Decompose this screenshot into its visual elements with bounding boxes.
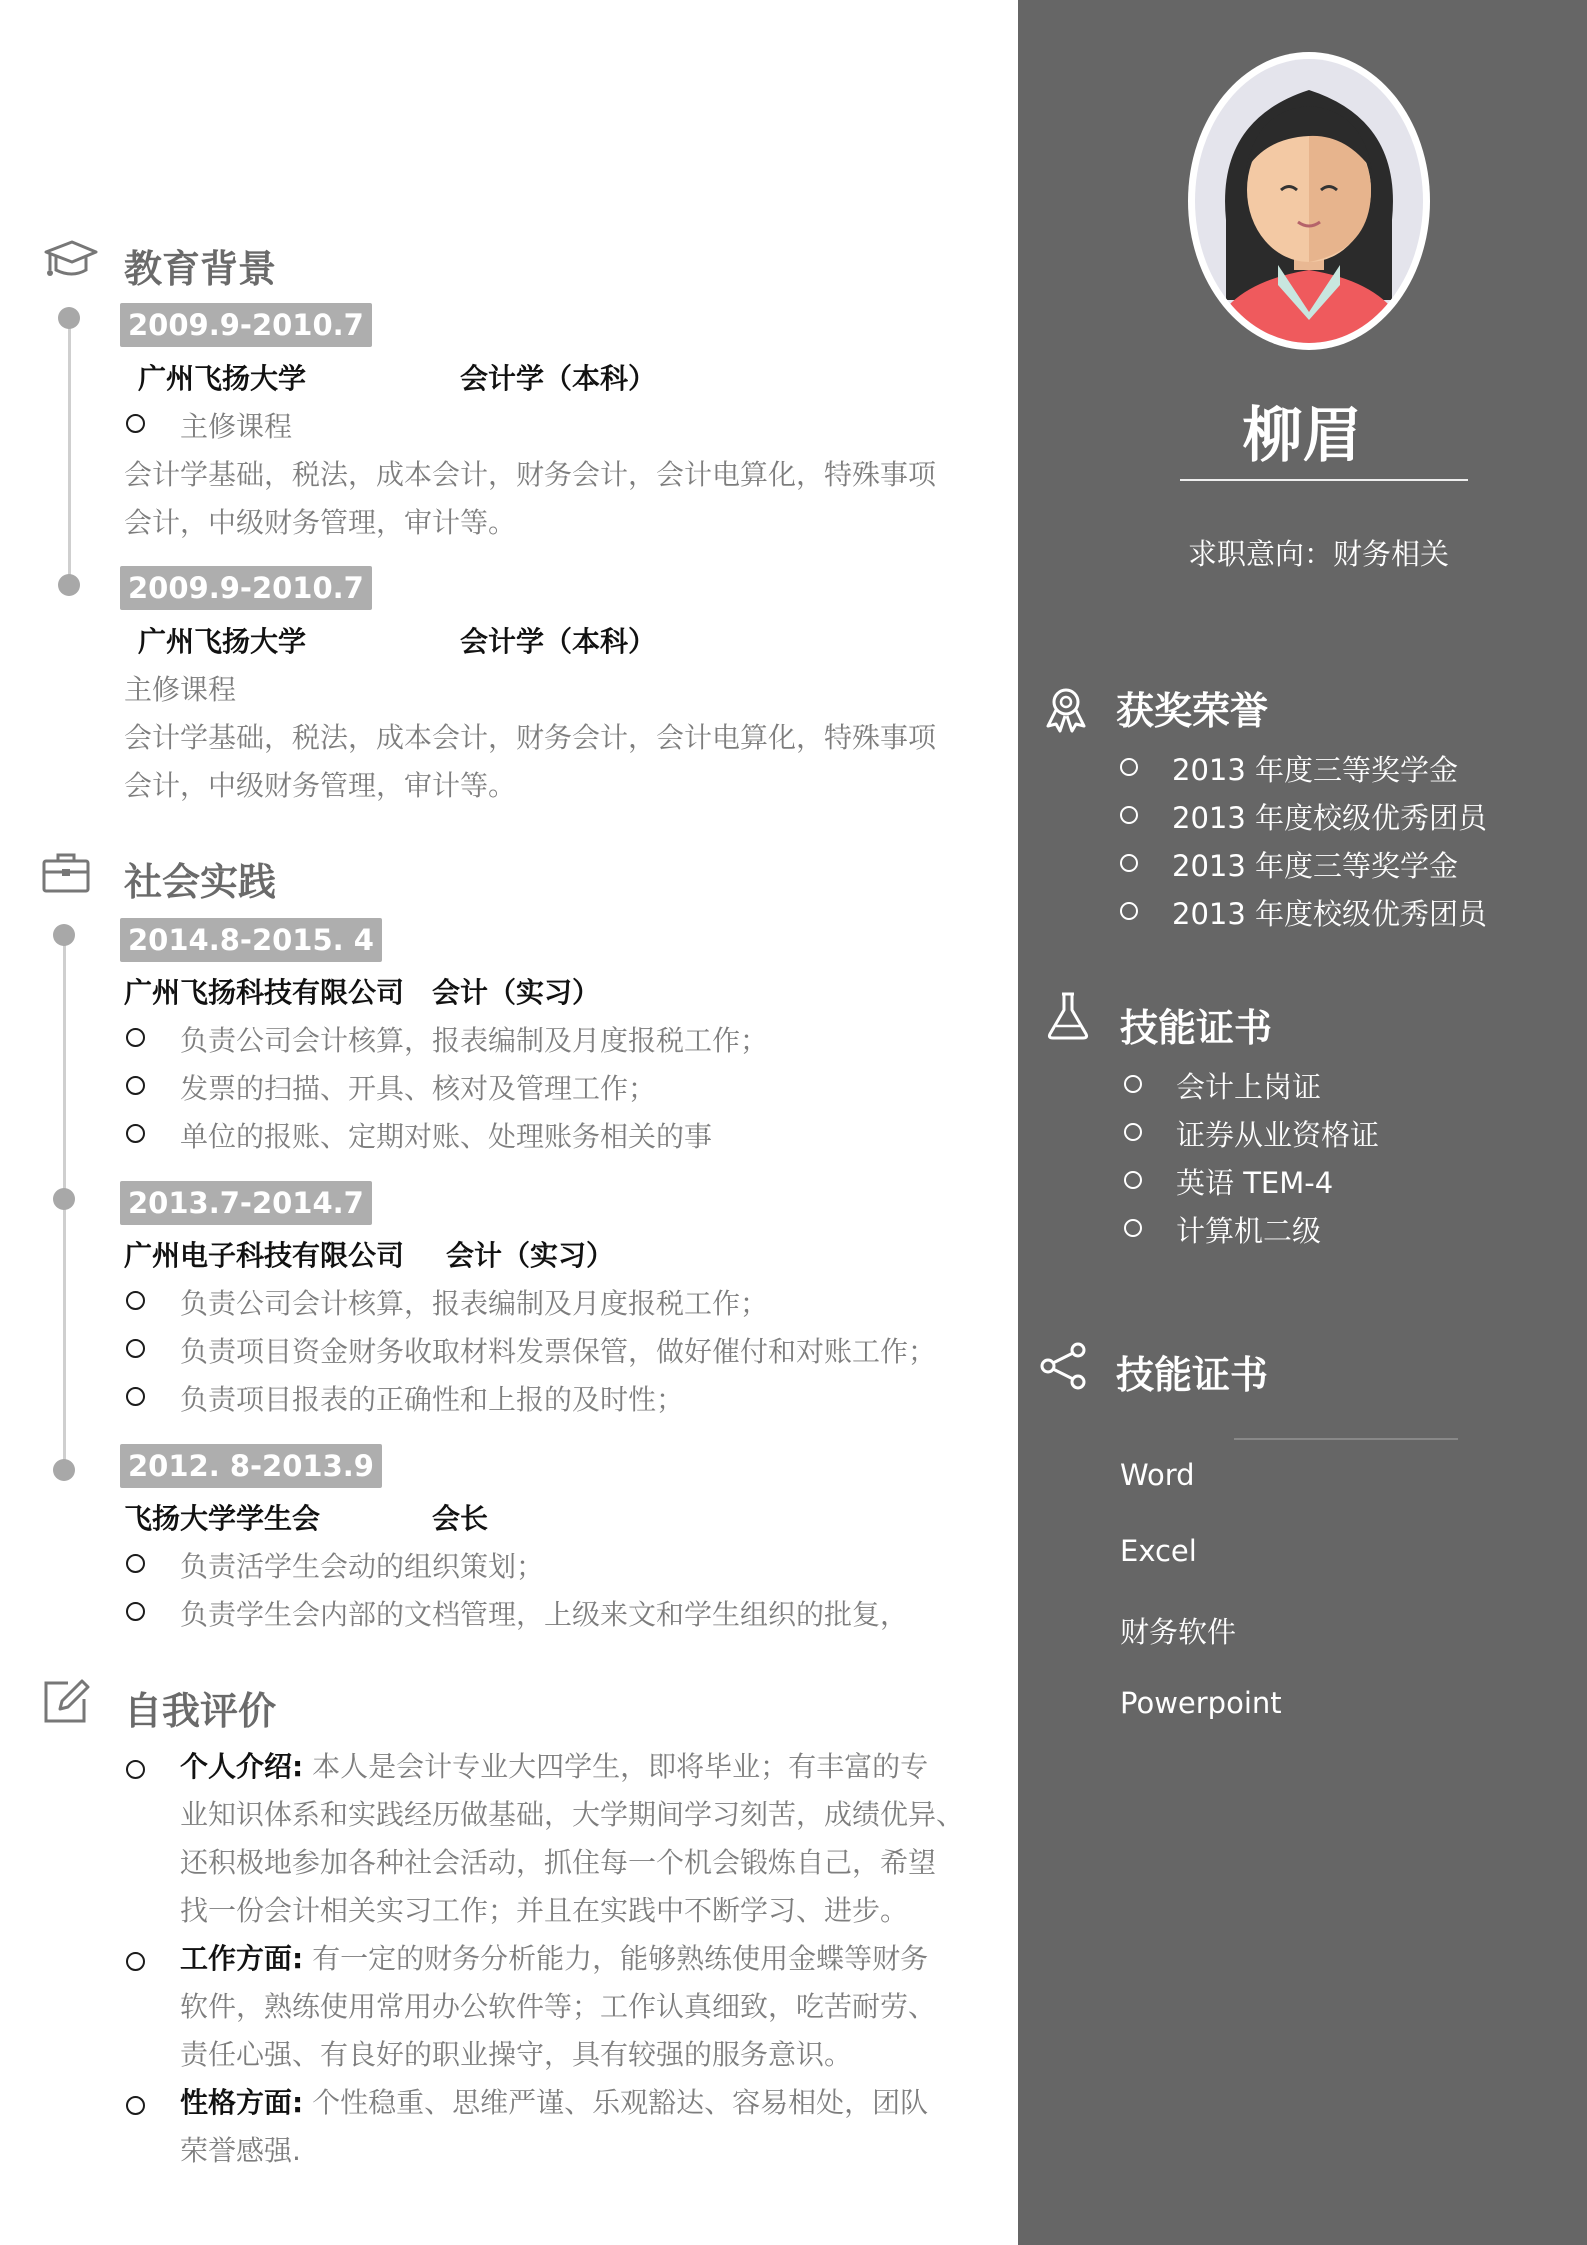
bullet-circle <box>126 1339 145 1358</box>
role-name: 会计（实习） <box>432 976 601 1009</box>
courses-text: 会计学基础，税法，成本会计，财务会计，会计电算化，特殊事项 <box>124 458 937 491</box>
courses-text: 会计，中级财务管理，审计等。 <box>124 769 517 802</box>
briefcase-icon <box>38 845 94 901</box>
share-icon <box>1036 1338 1092 1394</box>
bullet-circle <box>126 1602 145 1621</box>
awards-title: 获奖荣誉 <box>1116 689 1269 733</box>
duty-item: 负责活学生会动的组织策划； <box>180 1550 545 1583</box>
practice-date: 2013.7-2014.7 <box>120 1181 372 1225</box>
org-name: 广州电子科技有限公司 <box>124 1239 405 1272</box>
bullet-circle <box>126 1952 145 1971</box>
cert-item: 证券从业资格证 <box>1176 1118 1380 1152</box>
education-timeline <box>68 318 71 590</box>
bullet-circle <box>126 1124 145 1143</box>
self-eval-work: 工作方面: 有一定的财务分析能力，能够熟练使用金蝶等财务 软件，熟练使用常用办公软件等；工作认真细致，吃苦耐劳、 责任心强、有良好的职业操守，具有较强的服务意识。 <box>180 1942 937 2071</box>
award-item: 2013 年度三等奖学金 <box>1172 753 1459 787</box>
skill-item: Word <box>1120 1458 1195 1492</box>
bullet-circle <box>1120 806 1138 824</box>
course-label: 主修课程 <box>124 673 237 706</box>
bullet-circle <box>126 1028 145 1047</box>
duty-item: 负责公司会计核算，报表编制及月度报税工作； <box>180 1024 769 1057</box>
edit-icon <box>38 1673 94 1729</box>
bullet-circle <box>1124 1219 1142 1237</box>
timeline-dot <box>58 574 80 596</box>
skill-item: Powerpoint <box>1120 1686 1282 1720</box>
award-item: 2013 年度校级优秀团员 <box>1172 801 1488 835</box>
courses-text: 会计，中级财务管理，审计等。 <box>124 506 517 539</box>
course-label: 主修课程 <box>180 410 293 443</box>
bullet-circle <box>1120 758 1138 776</box>
role-name: 会计（实习） <box>446 1239 615 1272</box>
school-name: 广州飞扬大学 <box>138 362 307 395</box>
skill-item: 财务软件 <box>1120 1615 1237 1649</box>
bullet-circle <box>1124 1171 1142 1189</box>
flask-icon <box>1040 988 1096 1044</box>
role-name: 会长 <box>432 1502 489 1535</box>
school-name: 广州飞扬大学 <box>138 625 307 658</box>
avatar <box>1186 50 1432 352</box>
education-date: 2009.9-2010.7 <box>120 566 372 610</box>
org-name: 广州飞扬科技有限公司 <box>124 976 405 1009</box>
bullet-circle <box>126 2096 145 2115</box>
skills-title: 技能证书 <box>1116 1353 1269 1397</box>
duty-item: 单位的报账、定期对账、处理账务相关的事 <box>180 1120 713 1153</box>
bullet-circle <box>1124 1075 1142 1093</box>
bullet-circle <box>1120 854 1138 872</box>
duty-item: 负责学生会内部的文档管理，上级来文和学生组织的批复， <box>180 1598 909 1631</box>
education-title: 教育背景 <box>124 247 277 291</box>
profile-name: 柳眉 <box>1242 401 1363 471</box>
cert-item: 计算机二级 <box>1176 1214 1322 1248</box>
duty-item: 负责公司会计核算，报表编制及月度报税工作； <box>180 1287 769 1320</box>
bullet-circle <box>126 1554 145 1573</box>
org-name: 飞扬大学学生会 <box>124 1502 321 1535</box>
timeline-dot <box>58 307 80 329</box>
timeline-dot <box>53 1188 75 1210</box>
major-name: 会计学（本科） <box>460 362 657 395</box>
duty-item: 发票的扫描、开具、核对及管理工作； <box>180 1072 657 1105</box>
duty-item: 负责项目资金财务收取材料发票保管，做好催付和对账工作； <box>180 1335 937 1368</box>
bullet-circle <box>126 1760 145 1779</box>
graduation-cap-icon <box>42 232 98 288</box>
skills-divider <box>1234 1438 1458 1440</box>
self-eval-intro: 个人介绍: 本人是会计专业大四学生，即将毕业；有丰富的专 业知识体系和实践经历做基础，大学期间学习刻苦，成绩优异、 还积极地参加各种社会活动，抓住每一个机会锻炼自己，希望 找一份会计相关实习工作；并且在实践中不断学习、进步。 <box>180 1750 965 1927</box>
self-eval-title: 自我评价 <box>124 1689 277 1733</box>
duty-item: 负责项目报表的正确性和上报的及时性； <box>180 1383 685 1416</box>
bullet-circle <box>1124 1123 1142 1141</box>
award-item: 2013 年度三等奖学金 <box>1172 849 1459 883</box>
education-date: 2009.9-2010.7 <box>120 303 372 347</box>
bullet-circle <box>126 1291 145 1310</box>
award-icon <box>1038 680 1094 736</box>
award-item: 2013 年度校级优秀团员 <box>1172 897 1488 931</box>
timeline-dot <box>53 924 75 946</box>
bullet-circle <box>126 1387 145 1406</box>
name-divider <box>1180 479 1468 481</box>
self-eval-personality: 性格方面: 个性稳重、思维严谨、乐观豁达、容易相处，团队 荣誉感强. <box>180 2086 929 2167</box>
skill-item: Excel <box>1120 1534 1197 1568</box>
cert-item: 会计上岗证 <box>1176 1070 1322 1104</box>
job-objective: 求职意向：财务相关 <box>1188 537 1450 571</box>
cert-item: 英语 TEM-4 <box>1176 1166 1334 1200</box>
practice-title: 社会实践 <box>124 860 277 904</box>
certs-title: 技能证书 <box>1120 1006 1273 1050</box>
bullet-circle <box>1120 902 1138 920</box>
bullet-circle <box>126 414 145 433</box>
timeline-dot <box>53 1459 75 1481</box>
courses-text: 会计学基础，税法，成本会计，财务会计，会计电算化，特殊事项 <box>124 721 937 754</box>
practice-date: 2014.8-2015. 4 <box>120 918 382 962</box>
major-name: 会计学（本科） <box>460 625 657 658</box>
practice-date: 2012. 8-2013.9 <box>120 1444 382 1488</box>
bullet-circle <box>126 1076 145 1095</box>
